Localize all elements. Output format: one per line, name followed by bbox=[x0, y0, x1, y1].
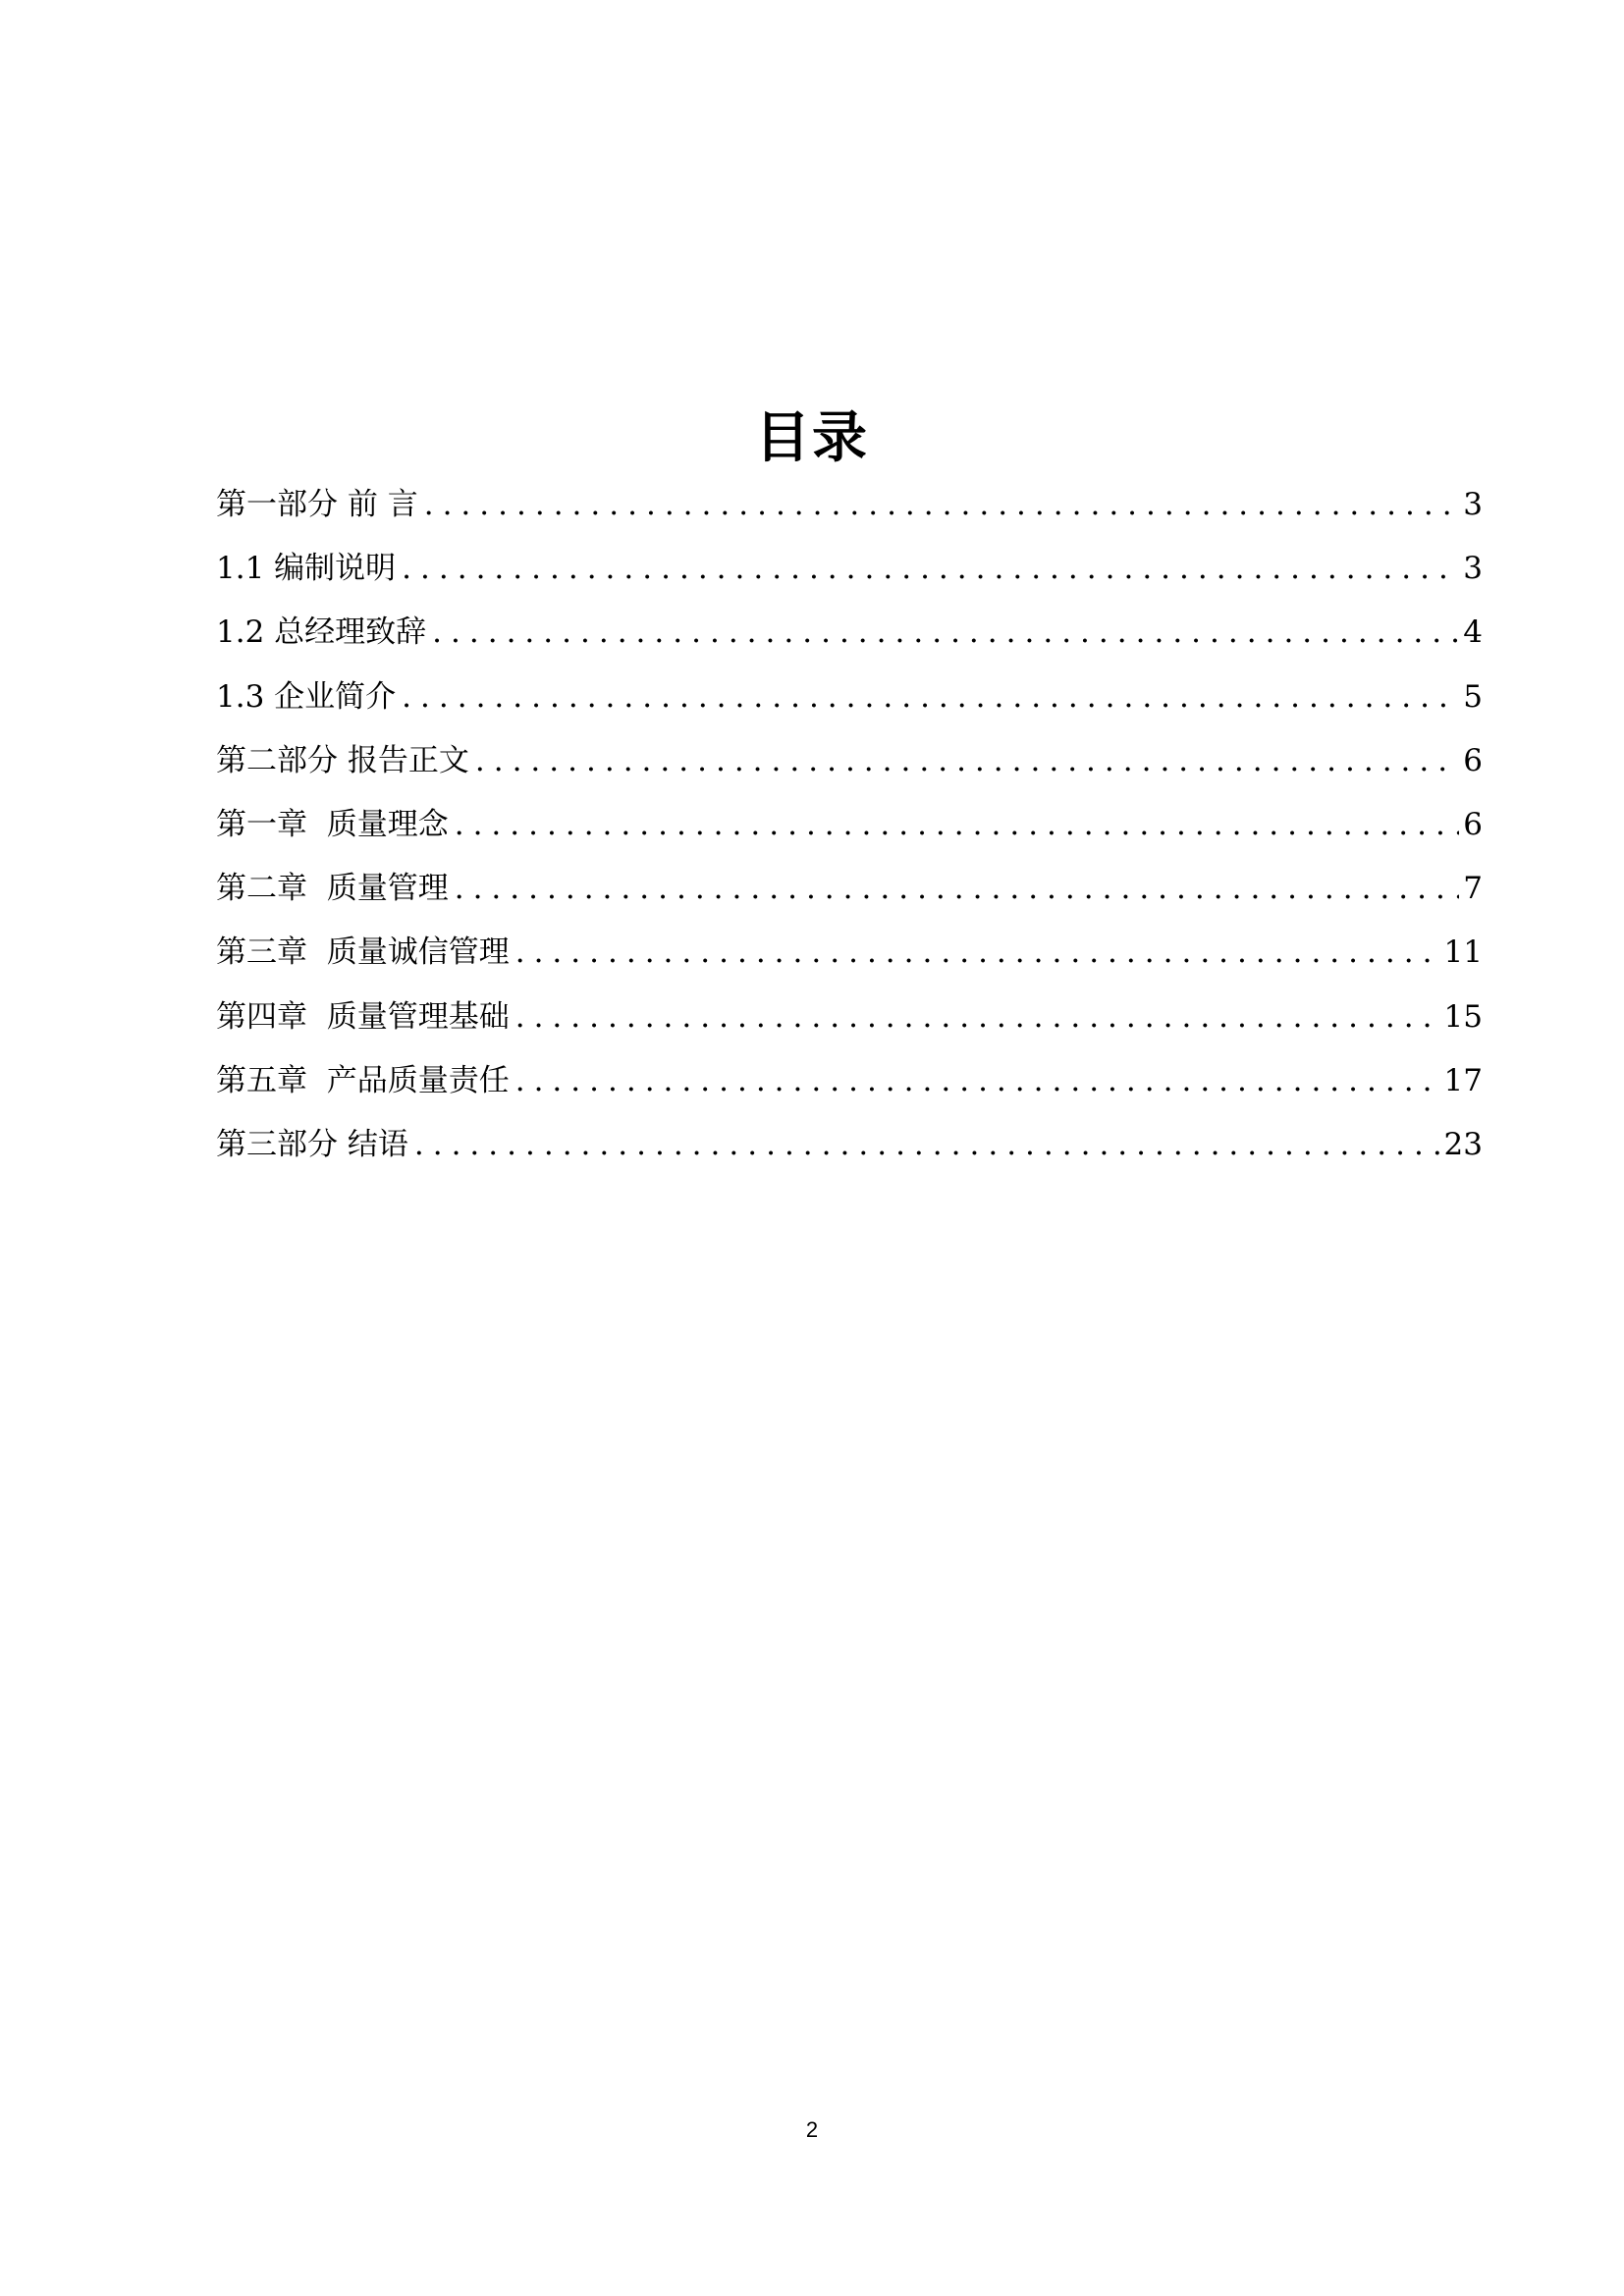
toc-entry[interactable] bbox=[216, 1121, 1483, 1185]
toc-dot-leader bbox=[515, 993, 1440, 1041]
toc-dot-leader bbox=[402, 673, 1459, 721]
toc-dot-leader bbox=[402, 545, 1459, 592]
toc-entry-page: 3 bbox=[1463, 487, 1483, 522]
toc-entry[interactable] bbox=[216, 801, 1483, 865]
toc-entry[interactable] bbox=[216, 993, 1483, 1057]
toc-entry-label: 1.3 企业简介 bbox=[216, 678, 397, 715]
toc-entry[interactable] bbox=[216, 609, 1483, 672]
toc-dot-leader bbox=[515, 1057, 1440, 1104]
toc-dot-leader bbox=[455, 865, 1460, 912]
toc-dot-leader bbox=[414, 1121, 1440, 1168]
toc-entry[interactable] bbox=[216, 481, 1483, 545]
toc-entry-page: 5 bbox=[1463, 678, 1483, 715]
toc-entry-label: 第一部分 前 言 bbox=[216, 487, 418, 522]
toc-entry-label: 第五章 产品质量责任 bbox=[216, 1062, 510, 1098]
toc-entry-page: 6 bbox=[1463, 806, 1483, 842]
toc-entry-page: 7 bbox=[1463, 871, 1483, 907]
toc-entry-label: 1.2 总经理致辞 bbox=[216, 614, 427, 651]
page-title: 目录 bbox=[755, 406, 869, 470]
toc-entry-label: 第四章 质量管理基础 bbox=[216, 998, 510, 1035]
toc-dot-leader bbox=[455, 801, 1460, 848]
toc-entry-page: 4 bbox=[1463, 614, 1483, 651]
toc-dot-leader bbox=[515, 929, 1440, 976]
toc-entry-label: 1.1 编制说明 bbox=[216, 551, 397, 587]
toc-entry-page: 17 bbox=[1443, 1062, 1483, 1098]
toc-entry-page: 6 bbox=[1463, 742, 1483, 778]
toc-entry-page: 15 bbox=[1443, 998, 1483, 1035]
toc-entry-label: 第一章 质量理念 bbox=[216, 806, 449, 842]
toc-entry-page: 3 bbox=[1463, 551, 1483, 587]
toc-entry[interactable] bbox=[216, 865, 1483, 929]
toc-entry-page: 23 bbox=[1443, 1126, 1483, 1162]
toc-dot-leader bbox=[432, 609, 1459, 656]
toc-entry-label: 第二章 质量管理 bbox=[216, 871, 449, 907]
page-number: 2 bbox=[805, 2117, 819, 2142]
toc-entry-label: 第三部分 结语 bbox=[216, 1126, 408, 1162]
table-of-contents bbox=[216, 481, 1483, 1185]
toc-entry[interactable] bbox=[216, 673, 1483, 737]
toc-entry[interactable] bbox=[216, 545, 1483, 609]
toc-entry-page: 11 bbox=[1443, 934, 1483, 971]
toc-entry[interactable] bbox=[216, 929, 1483, 992]
toc-entry[interactable] bbox=[216, 737, 1483, 801]
toc-entry[interactable] bbox=[216, 1057, 1483, 1121]
toc-dot-leader bbox=[475, 737, 1459, 784]
toc-dot-leader bbox=[424, 481, 1460, 528]
toc-entry-label: 第三章 质量诚信管理 bbox=[216, 934, 510, 971]
toc-entry-label: 第二部分 报告正文 bbox=[216, 742, 469, 778]
